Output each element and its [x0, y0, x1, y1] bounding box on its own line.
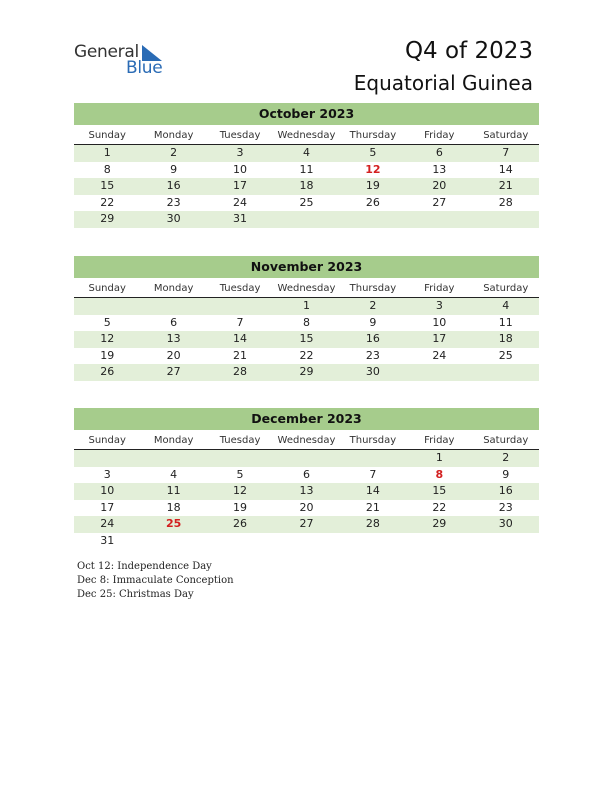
day-cell	[273, 211, 339, 228]
day-cell	[74, 298, 140, 315]
day-cell: 17	[100, 500, 115, 514]
week-row	[74, 331, 539, 348]
day-cell: 4	[302, 146, 310, 159]
week-row	[74, 211, 539, 228]
day-cell: 21	[233, 348, 248, 362]
holiday-day-cell: 25	[165, 517, 182, 530]
day-cell: 9	[369, 315, 377, 329]
day-cell: 21	[365, 500, 380, 514]
day-cell: 11	[498, 315, 513, 329]
day-cell: 5	[236, 467, 244, 481]
day-cell: 18	[299, 179, 314, 192]
day-cell: 17	[233, 179, 248, 192]
weekday-label: Monday	[153, 435, 194, 446]
week-row	[74, 500, 539, 517]
day-cell: 20	[166, 348, 181, 362]
month-title: December 2023	[74, 408, 539, 430]
weekday-label: Friday	[424, 283, 455, 294]
day-cell: 22	[100, 195, 115, 209]
day-cell	[140, 450, 206, 467]
day-cell	[406, 211, 472, 228]
day-cell: 25	[498, 348, 513, 362]
day-cell: 8	[302, 315, 310, 329]
day-cell: 22	[299, 348, 314, 362]
weekday-label: Tuesday	[219, 435, 261, 446]
day-cell: 6	[302, 467, 310, 481]
weekday-label: Thursday	[349, 283, 397, 294]
day-cell	[340, 211, 406, 228]
day-cell: 6	[435, 146, 443, 159]
day-cell: 29	[432, 517, 447, 530]
day-cell	[273, 533, 339, 550]
day-cell: 7	[369, 467, 377, 481]
day-cell: 13	[432, 162, 447, 176]
week-row	[74, 195, 539, 212]
day-cell: 1	[302, 299, 310, 312]
month-december	[74, 408, 539, 549]
day-cell: 26	[100, 365, 115, 378]
holiday-notes	[77, 560, 234, 601]
weekday-label: Friday	[424, 130, 455, 141]
weekday-header-row	[74, 278, 539, 298]
week-row	[74, 516, 539, 533]
weekday-label: Sunday	[88, 435, 126, 446]
day-cell: 15	[299, 332, 314, 345]
month-november	[74, 256, 539, 381]
page-title: Q4 of 2023	[404, 38, 533, 64]
day-cell	[406, 533, 472, 550]
week-row	[74, 364, 539, 381]
day-cell: 30	[498, 517, 513, 530]
day-cell: 22	[432, 500, 447, 514]
day-cell: 16	[365, 332, 380, 345]
day-cell: 11	[166, 484, 181, 497]
day-cell: 16	[498, 484, 513, 497]
day-cell: 20	[299, 500, 314, 514]
day-cell	[473, 364, 539, 381]
weekday-header-row	[74, 125, 539, 145]
day-cell: 24	[100, 517, 115, 530]
month-title: November 2023	[74, 256, 539, 278]
month-title: October 2023	[74, 103, 539, 125]
day-cell: 7	[502, 146, 510, 159]
day-cell: 1	[435, 451, 443, 464]
day-cell: 16	[166, 179, 181, 192]
weekday-header-row	[74, 430, 539, 450]
day-cell: 9	[502, 467, 510, 481]
day-cell: 17	[432, 332, 447, 345]
weekday-label: Thursday	[349, 130, 397, 141]
day-cell: 19	[365, 179, 380, 192]
day-cell: 31	[100, 533, 115, 547]
holiday-note: Dec 25: Christmas Day	[77, 588, 194, 600]
day-cell: 29	[100, 212, 115, 225]
day-cell	[273, 450, 339, 467]
week-row	[74, 162, 539, 179]
day-cell: 5	[369, 146, 377, 159]
day-cell: 5	[103, 315, 111, 329]
day-cell	[74, 450, 140, 467]
week-row	[74, 315, 539, 332]
day-cell: 31	[233, 212, 248, 225]
day-cell: 18	[166, 500, 181, 514]
day-cell: 7	[236, 315, 244, 329]
day-cell: 13	[299, 484, 314, 497]
day-cell: 8	[103, 162, 111, 176]
holiday-day-cell: 8	[435, 467, 444, 481]
day-cell: 25	[299, 195, 314, 209]
weekday-label: Monday	[153, 130, 194, 141]
day-cell: 27	[299, 517, 314, 530]
day-cell: 30	[166, 212, 181, 225]
week-row	[74, 533, 539, 550]
logo-word-general: General	[74, 42, 139, 62]
holiday-note: Dec 8: Immaculate Conception	[77, 574, 234, 586]
weekday-label: Wednesday	[277, 283, 336, 294]
day-cell	[340, 450, 406, 467]
day-cell: 15	[432, 484, 447, 497]
day-cell: 18	[498, 332, 513, 345]
day-cell: 15	[100, 179, 115, 192]
day-cell: 30	[365, 365, 380, 378]
day-cell	[207, 450, 273, 467]
weekday-label: Saturday	[483, 435, 529, 446]
day-cell: 6	[170, 315, 178, 329]
day-cell: 14	[498, 162, 513, 176]
day-cell: 19	[100, 348, 115, 362]
week-row	[74, 178, 539, 195]
day-cell	[207, 298, 273, 315]
day-cell: 11	[299, 162, 314, 176]
weekday-label: Saturday	[483, 130, 529, 141]
day-cell: 29	[299, 365, 314, 378]
day-cell: 2	[170, 146, 178, 159]
day-cell: 26	[365, 195, 380, 209]
day-cell: 4	[170, 467, 178, 481]
week-row	[74, 450, 539, 467]
day-cell	[207, 533, 273, 550]
day-cell: 12	[100, 332, 115, 345]
day-cell: 21	[498, 179, 513, 192]
day-cell: 24	[432, 348, 447, 362]
day-cell: 9	[170, 162, 178, 176]
weekday-label: Sunday	[88, 283, 126, 294]
day-cell: 27	[166, 365, 181, 378]
week-row	[74, 298, 539, 315]
day-cell	[473, 211, 539, 228]
day-cell: 10	[233, 162, 248, 176]
weekday-label: Tuesday	[219, 130, 261, 141]
day-cell: 28	[498, 195, 513, 209]
day-cell: 4	[502, 299, 510, 312]
day-cell: 23	[498, 500, 513, 514]
day-cell: 2	[369, 299, 377, 312]
day-cell: 3	[435, 299, 443, 312]
weekday-label: Friday	[424, 435, 455, 446]
day-cell: 3	[236, 146, 244, 159]
day-cell: 13	[166, 332, 181, 345]
weekday-label: Wednesday	[277, 435, 336, 446]
week-row	[74, 467, 539, 484]
page-subtitle: Equatorial Guinea	[353, 71, 533, 95]
day-cell	[140, 298, 206, 315]
day-cell: 20	[432, 179, 447, 192]
weekday-label: Monday	[153, 283, 194, 294]
day-cell	[140, 533, 206, 550]
weekday-label: Tuesday	[219, 283, 261, 294]
weekday-label: Sunday	[88, 130, 126, 141]
weekday-label: Wednesday	[277, 130, 336, 141]
weekday-label: Thursday	[349, 435, 397, 446]
day-cell: 27	[432, 195, 447, 209]
day-cell: 28	[233, 365, 248, 378]
week-row	[74, 348, 539, 365]
day-cell: 28	[365, 517, 380, 530]
day-cell: 3	[103, 467, 111, 481]
day-cell: 10	[100, 484, 115, 497]
day-cell: 1	[103, 146, 111, 159]
day-cell: 19	[233, 500, 248, 514]
day-cell	[406, 364, 472, 381]
day-cell: 26	[233, 517, 248, 530]
day-cell: 14	[233, 332, 248, 345]
logo-word-blue: Blue	[126, 58, 163, 78]
day-cell: 12	[233, 484, 248, 497]
day-cell: 2	[502, 451, 510, 464]
weekday-label: Saturday	[483, 283, 529, 294]
day-cell: 24	[233, 195, 248, 209]
day-cell	[473, 533, 539, 550]
week-row	[74, 145, 539, 162]
month-october	[74, 103, 539, 228]
day-cell: 14	[365, 484, 380, 497]
day-cell: 23	[365, 348, 380, 362]
week-row	[74, 483, 539, 500]
holiday-note: Oct 12: Independence Day	[77, 561, 212, 572]
brand-logo	[74, 42, 174, 78]
holiday-day-cell: 12	[365, 162, 381, 176]
day-cell: 23	[166, 195, 181, 209]
day-cell	[340, 533, 406, 550]
day-cell: 10	[432, 315, 447, 329]
